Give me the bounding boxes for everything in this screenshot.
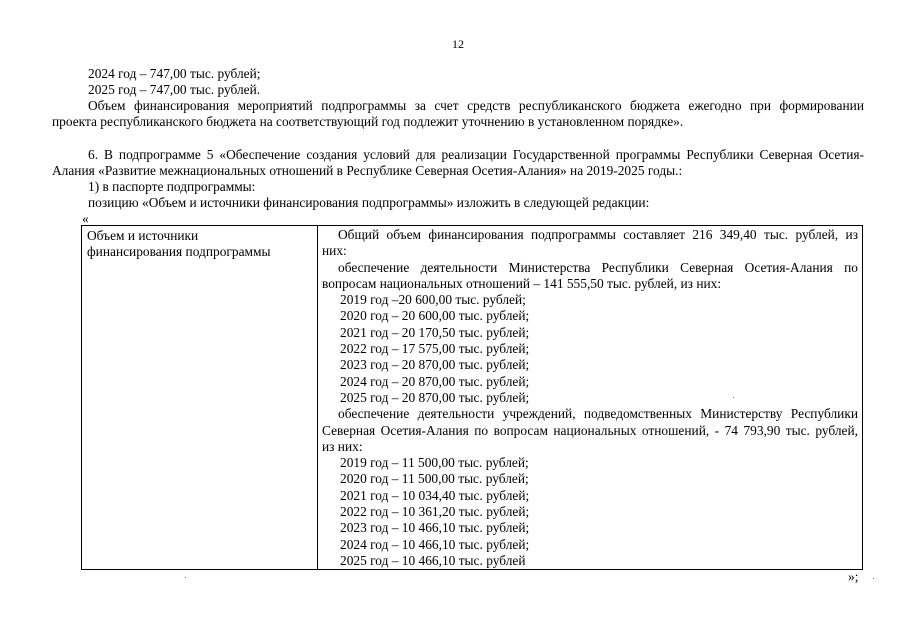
section6-line1: 6. В подпрограмме 5 «Обеспечение создания условий для реализации Государственной программы Республики Северная Осетия- (88, 147, 864, 162)
left-cell-line1: Объем и источники (87, 228, 199, 243)
institutions-year-2021: 2021 год – 10 034,40 тыс. рублей; (340, 487, 530, 503)
scan-speck (873, 578, 874, 579)
ministry-year-2022: 2022 год – 17 575,00 тыс. рублей; (340, 341, 530, 357)
ministry-year-2021: 2021 год – 20 170,50 тыс. рублей; (340, 324, 530, 340)
ministry-year-2023: 2023 год – 20 870,00 тыс. рублей; (340, 357, 530, 373)
ministry-year-2025: 2025 год – 20 870,00 тыс. рублей; (340, 389, 530, 405)
ministry-line1: обеспечение деятельности Министерства Республики Северная Осетия-Алания по (338, 259, 858, 275)
intro-line-2025: 2025 год – 747,00 тыс. рублей. (88, 82, 261, 97)
institutions-year-2019: 2019 год – 11 500,00 тыс. рублей; (340, 455, 529, 471)
institutions-line1: обеспечение деятельности учреждений, подведомственных Министерству Республики (338, 406, 858, 422)
table-row (82, 226, 863, 570)
financing-paragraph-line2: проекта республиканского бюджета на соответствующий год подлежит уточнению в установленном порядке». (52, 114, 684, 129)
institutions-line3: из них: (322, 438, 363, 454)
section6-item1: 1) в паспорте подпрограммы: (88, 179, 256, 194)
institutions-year-2025: 2025 год – 10 466,10 тыс. рублей (340, 552, 526, 568)
table-left-cell (82, 226, 318, 570)
institutions-year-2023: 2023 год – 10 466,10 тыс. рублей; (340, 520, 530, 536)
left-cell-line2: финансирования подпрограммы (87, 244, 271, 259)
scan-speck (185, 577, 186, 578)
closing-quote: »; (848, 569, 859, 584)
institutions-line2: Северная Осетия-Алания по вопросам национальных отношений, - 74 793,90 тыс. рублей, (322, 422, 858, 438)
scan-speck (733, 397, 734, 398)
section6-item2: позицию «Объем и источники финансирования подпрограммы» изложить в следующей редакции: (88, 195, 650, 210)
institutions-year-2024: 2024 год – 10 466,10 тыс. рублей; (340, 536, 530, 552)
section6-line2: Алания «Развитие межнациональных отношений в Республике Северная Осетия-Алания» на 2019-2025 годы.: (52, 163, 683, 178)
open-quote: « (82, 211, 89, 226)
ministry-line2: вопросам национальных отношений – 141 555,50 тыс. рублей, из них: (322, 275, 722, 291)
ministry-year-2019: 2019 год –20 600,00 тыс. рублей; (340, 292, 526, 308)
ministry-year-2020: 2020 год – 20 600,00 тыс. рублей; (340, 308, 530, 324)
financing-paragraph-line1: Объем финансирования мероприятий подпрограммы за счет средств республиканского бюджета ежегодно при формировании (88, 98, 864, 113)
funding-table (81, 225, 863, 570)
total-financing-line2: них: (322, 243, 347, 259)
table-right-cell (318, 226, 863, 570)
intro-line-2024: 2024 год – 747,00 тыс. рублей; (88, 66, 261, 81)
institutions-year-2022: 2022 год – 10 361,20 тыс. рублей; (340, 504, 530, 520)
ministry-year-2024: 2024 год – 20 870,00 тыс. рублей; (340, 373, 530, 389)
total-financing-line1: Общий объем финансирования подпрограммы составляет 216 349,40 тыс. рублей, из (338, 227, 858, 242)
page-number: 12 (452, 37, 464, 51)
institutions-year-2020: 2020 год – 11 500,00 тыс. рублей; (340, 471, 529, 487)
